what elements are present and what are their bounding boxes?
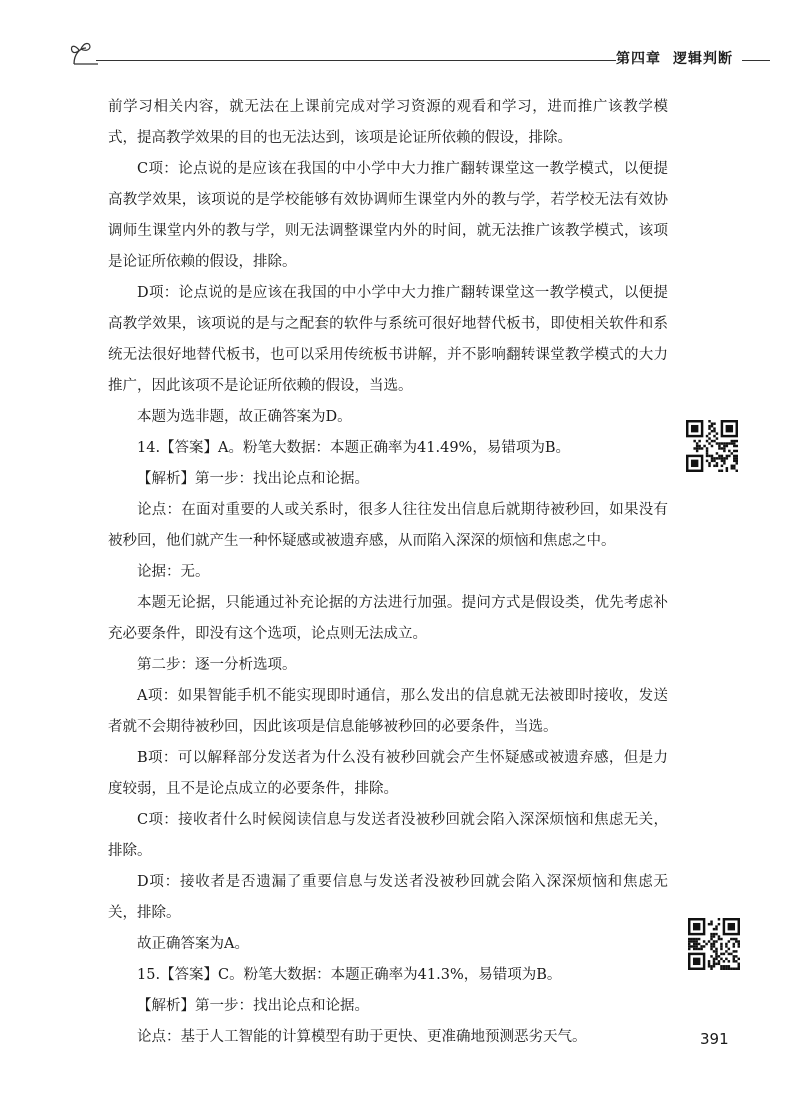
- header-rule-right: [742, 60, 770, 61]
- paragraph: 前学习相关内容，就无法在上课前完成对学习资源的观看和学习，进而推广该教学模式，提高教学效果的目的也无法达到，该项是论证所依赖的假设，排除。: [108, 99, 668, 146]
- paragraph: A项：如果智能手机不能实现即时通信，那么发出的信息就无法被即时接收，发送者就不会期待被秒回，因此该项是信息能够被秒回的必要条件，当选。: [108, 688, 668, 735]
- section-label: 逻辑判断: [673, 51, 733, 67]
- chapter-label: 第四章: [616, 51, 661, 67]
- paragraph: B项：可以解释部分发送者为什么没有被秒回就会产生怀疑感或被遗弃感，但是力度较弱，且不是论点成立的必要条件，排除。: [108, 750, 668, 797]
- answer-line: 15.【答案】C。粉笔大数据：本题正确率为41.3%，易错项为B。: [137, 967, 562, 983]
- paragraph: D项：论点说的是应该在我国的中小学中大力推广翻转课堂这一教学模式，以便提高教学效果，该项说的是与之配套的软件与系统可很好地替代板书，即使相关软件和系统无法很好地替代板书，也可以采用传统板书讲解，并不影响翻转课堂教学模式的大力推广，因此该项不是论证所依赖的假设，当选。: [108, 285, 668, 394]
- sprout-icon: [70, 40, 100, 66]
- header-rule: [96, 60, 616, 61]
- analysis-step: 第二步：逐一分析选项。: [137, 657, 297, 673]
- paragraph: D项：接收者是否遗漏了重要信息与发送者没被秒回就会陷入深深烦恼和焦虑无关，排除。: [108, 874, 668, 921]
- answer-line: 14.【答案】A。粉笔大数据：本题正确率为41.49%，易错项为B。: [137, 440, 570, 456]
- page-number: 391: [700, 1030, 729, 1048]
- paragraph: 本题为选非题，故正确答案为D。: [137, 409, 352, 425]
- running-header: [70, 36, 770, 76]
- paragraph: 故正确答案为A。: [137, 936, 249, 952]
- analysis-step: 【解析】第一步：找出论点和论据。: [137, 998, 369, 1014]
- qr-code-icon[interactable]: [688, 918, 740, 970]
- paragraph: 论点：在面对重要的人或关系时，很多人往往发出信息后就期待被秒回，如果没有被秒回，他们就产生一种怀疑感或被遗弃感，从而陷入深深的烦恼和焦虑之中。: [108, 502, 668, 549]
- paragraph: 本题无论据，只能通过补充论据的方法进行加强。提问方式是假设类，优先考虑补充必要条件，即没有这个选项，论点则无法成立。: [108, 595, 668, 642]
- body-text: [108, 92, 668, 1053]
- paragraph: C项：论点说的是应该在我国的中小学中大力推广翻转课堂这一教学模式，以便提高教学效果，该项说的是学校能够有效协调师生课堂内外的教与学，若学校无法有效协调师生课堂内外的教与学，则无法调整课堂内外的时间，就无法推广该教学模式，该项是论证所依赖的假设，排除。: [108, 161, 668, 270]
- chapter-title: [616, 48, 733, 68]
- analysis-step: 【解析】第一步：找出论点和论据。: [137, 471, 369, 487]
- paragraph: C项：接收者什么时候阅读信息与发送者没被秒回就会陷入深深烦恼和焦虑无关，排除。: [108, 812, 668, 859]
- paragraph: 论点：基于人工智能的计算模型有助于更快、更准确地预测恶劣天气。: [137, 1029, 587, 1045]
- paragraph: 论据：无。: [137, 564, 210, 580]
- qr-code-icon[interactable]: [686, 420, 738, 472]
